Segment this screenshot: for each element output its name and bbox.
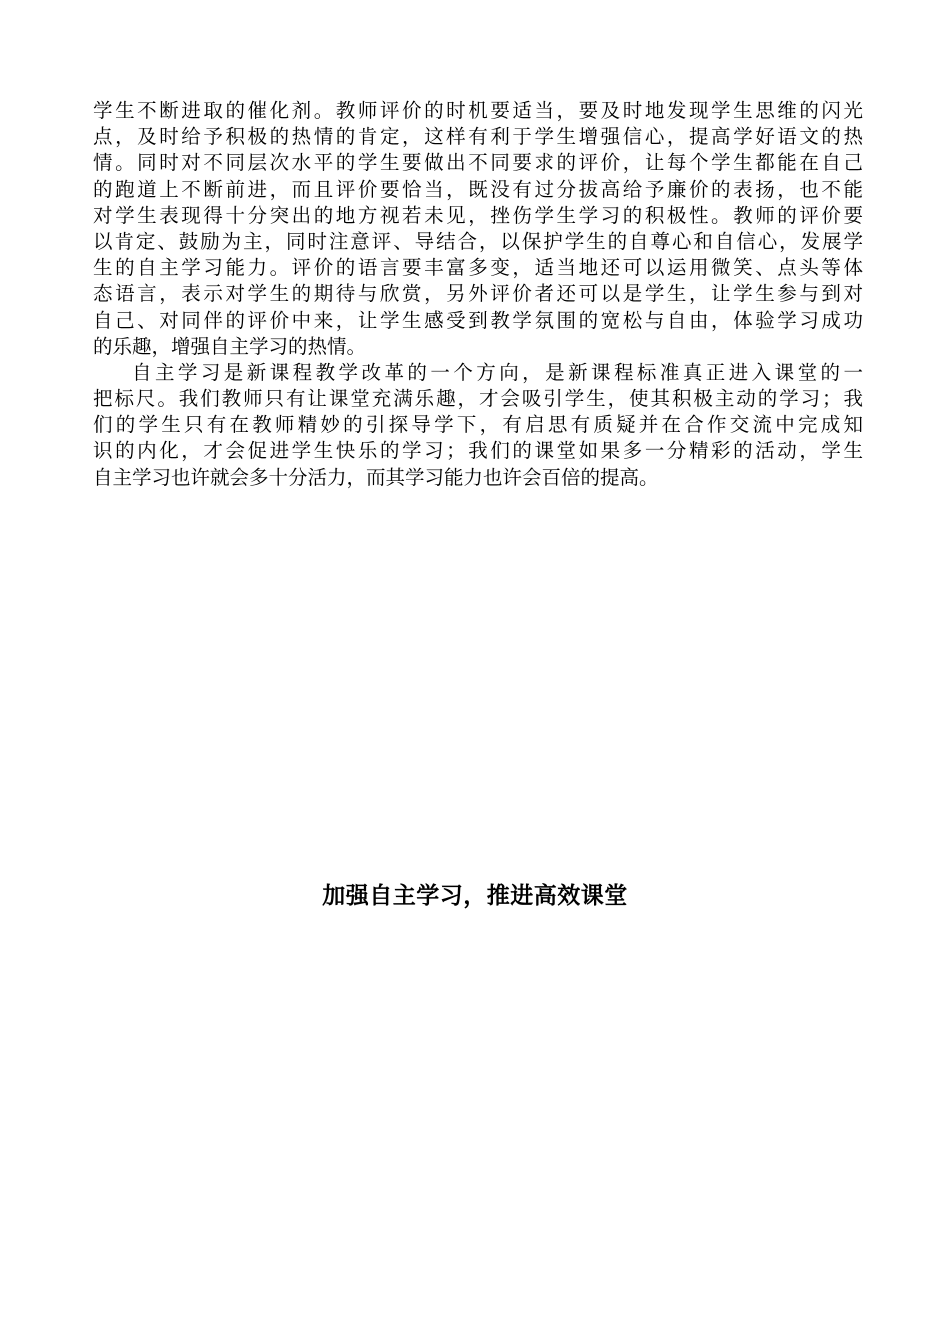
text-line: 自主学习也许就会多十分活力，而其学习能力也许会百倍的提高。 [93,465,659,489]
text-line: 生的自主学习能力。评价的语言要丰富多变，适当地还可以运用微笑、点头等体 [93,256,863,280]
paragraph-1 [93,98,863,360]
text-line: 的跑道上不断前进，而且评价要恰当，既没有过分拔高给予廉价的表扬，也不能 [93,177,863,201]
document-title: 加强自主学习，推进高效课堂 [322,883,628,909]
text-line: 对学生表现得十分突出的地方视若未见，挫伤学生学习的积极性。教师的评价要 [93,203,863,227]
text-line: 自主学习是新课程教学改革的一个方向，是新课程标准真正进入课堂的一 [132,360,863,384]
body-text [93,98,863,491]
text-line: 自己、对同伴的评价中来，让学生感受到教学氛围的宽松与自由，体验学习成功 [93,308,863,332]
text-line: 把标尺。我们教师只有让课堂充满乐趣，才会吸引学生，使其积极主动的学习；我 [93,387,863,411]
text-line: 点，及时给予积极的热情的肯定，这样有利于学生增强信心，提高学好语文的热 [93,125,863,149]
text-line: 识的内化，才会促进学生快乐的学习；我们的课堂如果多一分精彩的活动，学生 [93,439,863,463]
text-line: 态语言，表示对学生的期待与欣赏，另外评价者还可以是学生，让学生参与到对 [93,282,863,306]
text-line: 以肯定、鼓励为主，同时注意评、导结合，以保护学生的自尊心和自信心，发展学 [93,229,863,253]
text-line: 学生不断进取的催化剂。教师评价的时机要适当，要及时地发现学生思维的闪光 [93,99,863,122]
text-line: 的乐趣，增强自主学习的热情。 [93,334,367,358]
text-line: 们的学生只有在教师精妙的引探导学下，有启思有质疑并在合作交流中完成知 [93,413,863,437]
paragraph-2 [93,360,863,491]
text-line: 情。同时对不同层次水平的学生要做出不同要求的评价，让每个学生都能在自己 [93,151,863,175]
